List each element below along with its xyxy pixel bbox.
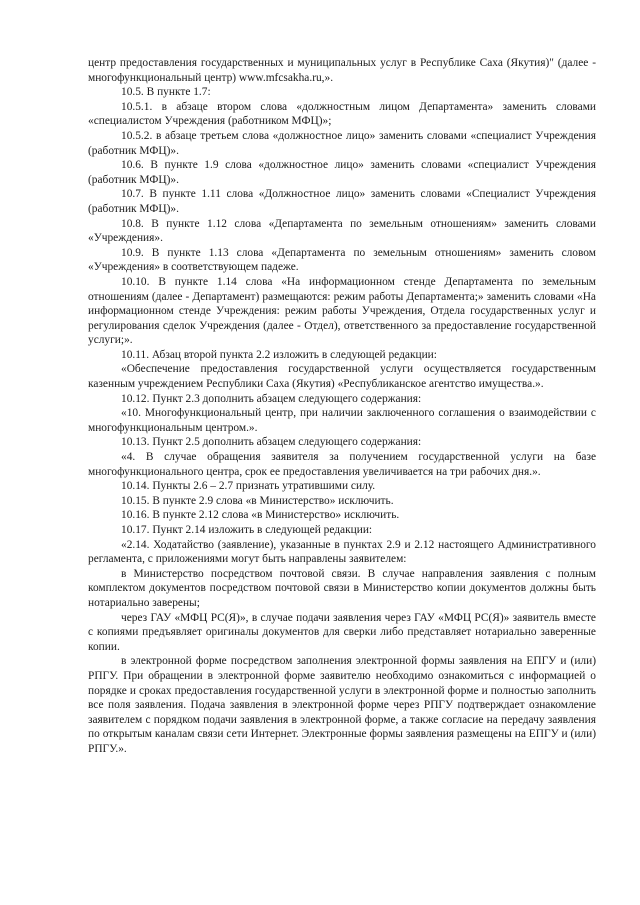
- paragraph-7: 10.9. В пункте 1.13 слова «Департамента по земельным отношениям» заменить словом «Учреждения» в соответствующем падеже.: [88, 246, 596, 274]
- paragraph-3: 10.5.2. в абзаце третьем слова «должностное лицо» заменить словами «специалист Учреждения (работник МФЦ)».: [88, 129, 596, 157]
- paragraph-2: 10.5.1. в абзаце втором слова «должностным лицом Департамента» заменить словами «специалистом Учреждения (работником МФЦ)»;: [88, 100, 596, 128]
- paragraph-11: 10.12. Пункт 2.3 дополнить абзацем следующего содержания:: [121, 392, 422, 405]
- paragraph-18: 10.17. Пункт 2.14 изложить в следующей редакции:: [121, 524, 373, 536]
- paragraph-14: «4. В случае обращения заявителя за получением государственной услуги на базе многофункционального центра, срок ее предоставления увеличивается на три рабочих дня.».: [88, 451, 596, 478]
- paragraph-19: «2.14. Ходатайство (заявление), указанные в пунктах 2.9 и 2.12 настоящего Административного регламента, с приложениями могут быть направлены заявителем:: [88, 538, 596, 566]
- paragraph-16: 10.15. В пункте 2.9 слова «в Министерство» исключить.: [121, 494, 394, 507]
- paragraph-17: 10.16. В пункте 2.12 слова «в Министерство» исключить.: [121, 509, 400, 522]
- paragraph-15: 10.14. Пункты 2.6 – 2.7 признать утратившими силу.: [121, 480, 376, 493]
- document-page: [88, 56, 596, 757]
- paragraph-12: «10. Многофункциональный центр, при наличии заключенного соглашения о взаимодействии с многофункциональным центром.».: [88, 407, 596, 434]
- paragraph-1: 10.5. В пункте 1.7:: [121, 86, 211, 99]
- paragraph-22: в электронной форме посредством заполнения электронной формы заявления на ЕПГУ и (или) РПГУ. При обращении в электронной форме заявителю необходимо ознакомиться с информацией о порядке и сроках предоставления государственной услуги в электронной форме и полностью заполнить все поля заявления. Подача заявления в электронной форме через РПГУ подтверждает ознакомление заявителем с порядком подачи заявления в электронной форме, а также согласие на передачу заявления по открытым каналам связи сети Интернет. Электронные формы заявления размещены на ЕПГУ и (или) РПГУ.».: [88, 655, 596, 755]
- paragraph-20: в Министерство посредством почтовой связи. В случае направления заявления с полным комплектом документов посредством почтовой связи в Министерство копии документов должны быть нотариально заверены;: [88, 567, 596, 609]
- paragraph-6: 10.8. В пункте 1.12 слова «Департамента по земельным отношениям» заменить словами «Учреждения».: [88, 217, 596, 245]
- paragraph-0: центр предоставления государственных и муниципальных услуг в Республике Саха (Якутия)" (далее - многофункциональный центр) www.mfcsakha.ru,».: [88, 57, 596, 84]
- paragraph-9: 10.11. Абзац второй пункта 2.2 изложить в следующей редакции:: [121, 348, 437, 361]
- paragraph-4: 10.6. В пункте 1.9 слова «должностное лицо» заменить словами «специалист Учреждения (работник МФЦ)».: [88, 159, 596, 186]
- paragraph-13: 10.13. Пункт 2.5 дополнить абзацем следующего содержания:: [121, 436, 422, 449]
- paragraph-10: «Обеспечение предоставления государственной услуги осуществляется государственным казенным учреждением Республики Саха (Якутия) «Республиканское агентство имущества.».: [88, 363, 596, 391]
- paragraph-8: 10.10. В пункте 1.14 слова «На информационном стенде Департамента по земельным отношениям (далее - Департамент) размещаются: режим работы Департамента;» заменить словами «На информационном стенде Учреждения: режим работы Учреждения, Отдела государственных услуг и регулирования сделок Учреждения (далее - Отдел), ответственного за предоставление государственной услуги;».: [88, 275, 596, 347]
- paragraph-21: через ГАУ «МФЦ РС(Я)», в случае подачи заявления через ГАУ «МФЦ РС(Я)» заявитель вместе с копиями предъявляет оригиналы документов для сверки либо представляет нотариально заверенные копии.: [88, 611, 596, 653]
- paragraph-5: 10.7. В пункте 1.11 слова «Должностное лицо» заменить словами «Специалист Учреждения (работник МФЦ)».: [88, 188, 596, 215]
